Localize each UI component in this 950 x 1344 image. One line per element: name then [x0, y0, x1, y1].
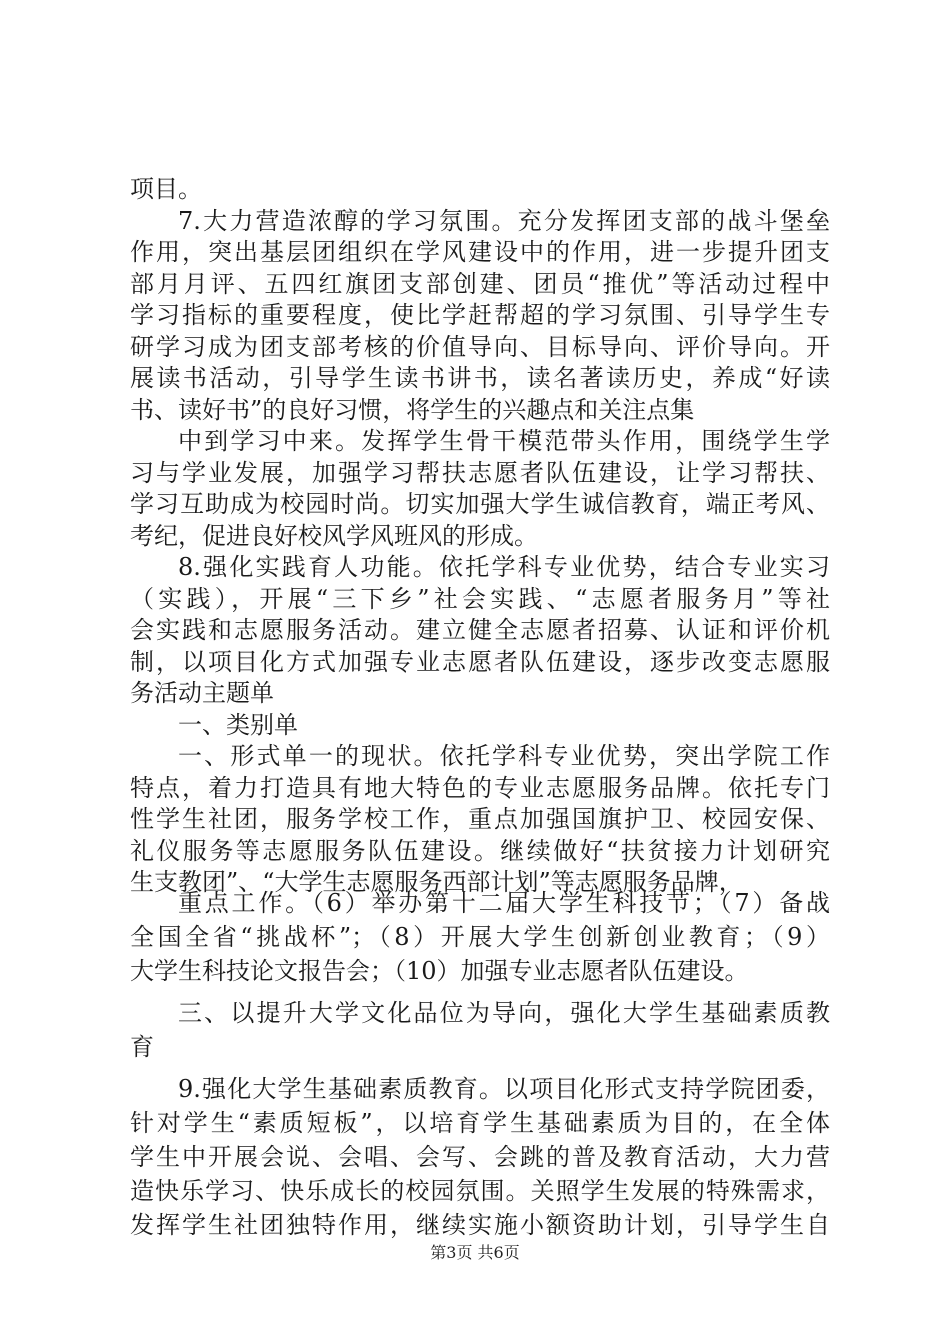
text-line: 部月月评、五四红旗团支部创建、团员“推优”等活动过程中 — [130, 269, 830, 298]
page-number-footer: 第3页 共6页 — [430, 1243, 520, 1262]
text-line: 三、以提升大学文化品位为导向，强化大学生基础素质教 — [178, 999, 830, 1027]
text-line: 针对学生“素质短板”，以培育学生基础素质为目的，在全体 — [130, 1109, 830, 1137]
text-line: 育 — [130, 1033, 154, 1061]
text-line: 学生中开展会说、会唱、会写、会跳的普及教育活动，大力营 — [130, 1143, 830, 1171]
text-line: 一、形式单一的现状。依托学科专业优势，突出学院工作 — [178, 742, 830, 770]
text-line: （实践），开展“三下乡”社会实践、“志愿者服务月”等社 — [130, 584, 830, 613]
text-line: 研学习成为团支部考核的价值导向、目标导向、评价导向。开 — [130, 332, 830, 361]
text-line: 习与学业发展，加强学习帮扶志愿者队伍建设，让学习帮扶、 — [130, 458, 830, 487]
text-line: 项目。 — [130, 175, 202, 203]
text-line: 制，以项目化方式加强专业志愿者队伍建设，逐步改变志愿服 — [130, 647, 830, 676]
text-line: 考纪，促进良好校风学风班风的形成。 — [130, 521, 538, 550]
text-line: 学习互助成为校园时尚。切实加强大学生诚信教育，端正考风、 — [130, 490, 830, 518]
text-line: 中到学习中来。发挥学生骨干模范带头作用，围绕学生学 — [178, 427, 830, 455]
text-line: 作用，突出基层团组织在学风建设中的作用，进一步提升团支 — [130, 238, 830, 266]
text-line: 重点工作。（6）举办第十二届大学生科技节；（7）备战 — [178, 889, 830, 917]
text-line: 性学生社团，服务学校工作，重点加强国旗护卫、校园安保、 — [130, 805, 830, 833]
text-line: 一、类别单 — [178, 710, 298, 739]
text-line: 全国全省“挑战杯”；（8）开展大学生创新创业教育；（9） — [130, 923, 830, 951]
text-line: 发挥学生社团独特作用，继续实施小额资助计划，引导学生自 — [130, 1211, 830, 1239]
text-line: 大学生科技论文报告会；（10）加强专业志愿者队伍建设。 — [130, 957, 749, 985]
text-line: 生支教团”、“大学生志愿服务西部计划”等志愿服务品牌， — [130, 868, 743, 896]
text-line: 展读书活动，引导学生读书讲书，读名著读历史，养成“好读 — [130, 364, 830, 392]
text-line: 9.强化大学生基础素质教育。以项目化形式支持学院团委， — [178, 1075, 830, 1103]
text-line: 会实践和志愿服务活动。建立健全志愿者招募、认证和评价机 — [130, 616, 830, 644]
text-line: 造快乐学习、快乐成长的校园氛围。关照学生发展的特殊需求， — [130, 1177, 830, 1205]
text-line: 务活动主题单 — [130, 679, 274, 707]
text-line: 学习指标的重要程度，使比学赶帮超的学习氛围、引导学生专 — [130, 301, 830, 329]
text-line: 7.大力营造浓醇的学习氛围。充分发挥团支部的战斗堡垒 — [178, 206, 830, 235]
text-line: 礼仪服务等志愿服务队伍建设。继续做好“扶贫接力计划研究 — [130, 836, 830, 865]
text-line: 8.强化实践育人功能。依托学科专业优势，结合专业实习 — [178, 553, 830, 581]
text-line: 特点，着力打造具有地大特色的专业志愿服务品牌。依托专门 — [130, 773, 830, 802]
text-line: 书、读好书”的良好习惯，将学生的兴趣点和关注点集 — [130, 395, 695, 424]
